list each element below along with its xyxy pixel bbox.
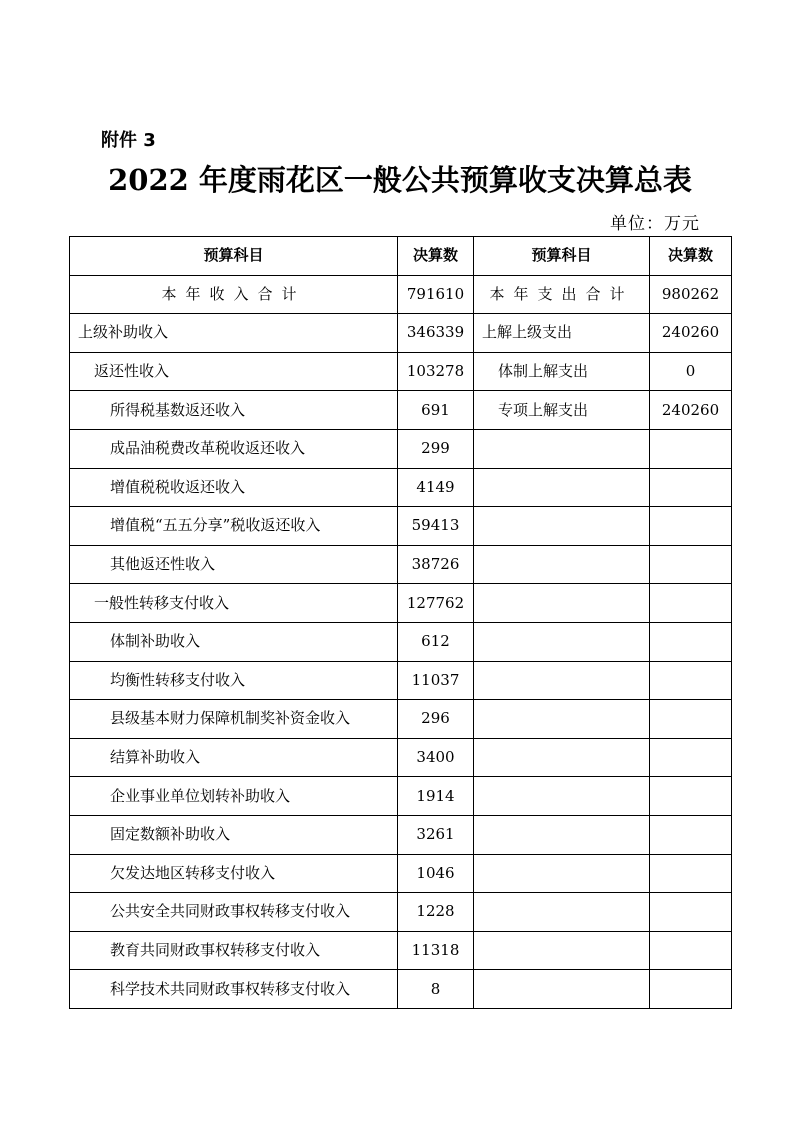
expense-item-label: [474, 468, 650, 507]
table-row: [70, 507, 732, 546]
expense-amount: [650, 738, 732, 777]
income-item-label: 企业事业单位划转补助收入: [70, 777, 398, 816]
income-amount: 296: [398, 700, 474, 739]
table-row: [70, 931, 732, 970]
expense-item-label: [474, 777, 650, 816]
income-item-label: 科学技术共同财政事权转移支付收入: [70, 970, 398, 1009]
expense-item-label: 上解上级支出: [474, 314, 650, 353]
expense-item-label: [474, 661, 650, 700]
expense-amount: 240260: [650, 391, 732, 430]
table-row: [70, 970, 732, 1009]
income-amount: 59413: [398, 507, 474, 546]
expense-item-label: [474, 622, 650, 661]
attachment-label: 附件 3: [101, 130, 156, 151]
income-item-label: 结算补助收入: [70, 738, 398, 777]
income-item-label: 体制补助收入: [70, 622, 398, 661]
income-item-label: 其他返还性收入: [70, 545, 398, 584]
expense-item-label: [474, 738, 650, 777]
expense-amount: [650, 622, 732, 661]
table-row: [70, 314, 732, 353]
income-amount: 3261: [398, 815, 474, 854]
expense-item-label: [474, 429, 650, 468]
column-header-income-item: 预算科目: [70, 237, 398, 276]
income-item-label: 一般性转移支付收入: [70, 584, 398, 623]
expense-item-label: [474, 970, 650, 1009]
expense-item-label: 本年支出合计: [474, 275, 650, 314]
expense-item-label: [474, 584, 650, 623]
expense-amount: [650, 700, 732, 739]
income-amount: 791610: [398, 275, 474, 314]
income-item-label: 返还性收入: [70, 352, 398, 391]
expense-amount: [650, 468, 732, 507]
table-header-row: [70, 237, 732, 276]
expense-item-label: 体制上解支出: [474, 352, 650, 391]
income-amount: 691: [398, 391, 474, 430]
income-amount: 4149: [398, 468, 474, 507]
income-amount: 38726: [398, 545, 474, 584]
table-row: [70, 700, 732, 739]
unit-label: 单位：万元: [610, 214, 700, 234]
income-amount: 127762: [398, 584, 474, 623]
income-amount: 8: [398, 970, 474, 1009]
expense-amount: [650, 815, 732, 854]
income-item-label: 固定数额补助收入: [70, 815, 398, 854]
income-amount: 11037: [398, 661, 474, 700]
expense-item-label: [474, 507, 650, 546]
table-row: [70, 545, 732, 584]
income-amount: 11318: [398, 931, 474, 970]
income-item-label: 本年收入合计: [70, 275, 398, 314]
expense-item-label: [474, 854, 650, 893]
income-amount: 3400: [398, 738, 474, 777]
expense-amount: [650, 777, 732, 816]
expense-amount: [650, 970, 732, 1009]
expense-amount: 980262: [650, 275, 732, 314]
expense-item-label: [474, 815, 650, 854]
column-header-expense-amount: 决算数: [650, 237, 732, 276]
expense-amount: [650, 507, 732, 546]
expense-item-label: [474, 893, 650, 932]
expense-item-label: [474, 931, 650, 970]
income-amount: 1228: [398, 893, 474, 932]
table-row: [70, 777, 732, 816]
budget-table: [69, 236, 732, 1009]
expense-item-label: 专项上解支出: [474, 391, 650, 430]
table-row: [70, 429, 732, 468]
table-row: [70, 815, 732, 854]
expense-amount: [650, 584, 732, 623]
table-row: [70, 391, 732, 430]
expense-amount: [650, 893, 732, 932]
income-item-label: 成品油税费改革税收返还收入: [70, 429, 398, 468]
expense-amount: 240260: [650, 314, 732, 353]
income-item-label: 增值税税收返还收入: [70, 468, 398, 507]
table-row: [70, 661, 732, 700]
income-item-label: 公共安全共同财政事权转移支付收入: [70, 893, 398, 932]
income-item-label: 县级基本财力保障机制奖补资金收入: [70, 700, 398, 739]
income-amount: 1046: [398, 854, 474, 893]
table-row: [70, 622, 732, 661]
expense-amount: [650, 545, 732, 584]
expense-item-label: [474, 545, 650, 584]
table-row: [70, 468, 732, 507]
income-amount: 1914: [398, 777, 474, 816]
income-item-label: 教育共同财政事权转移支付收入: [70, 931, 398, 970]
page-title: 2022 年度雨花区一般公共预算收支决算总表: [108, 163, 692, 197]
table-row: [70, 275, 732, 314]
income-item-label: 均衡性转移支付收入: [70, 661, 398, 700]
expense-amount: [650, 661, 732, 700]
income-amount: 299: [398, 429, 474, 468]
expense-amount: 0: [650, 352, 732, 391]
income-amount: 103278: [398, 352, 474, 391]
expense-item-label: [474, 700, 650, 739]
column-header-expense-item: 预算科目: [474, 237, 650, 276]
column-header-income-amount: 决算数: [398, 237, 474, 276]
expense-amount: [650, 854, 732, 893]
income-item-label: 欠发达地区转移支付收入: [70, 854, 398, 893]
income-amount: 612: [398, 622, 474, 661]
expense-amount: [650, 429, 732, 468]
expense-amount: [650, 931, 732, 970]
income-amount: 346339: [398, 314, 474, 353]
table-row: [70, 584, 732, 623]
table-row: [70, 738, 732, 777]
income-item-label: 所得税基数返还收入: [70, 391, 398, 430]
income-item-label: 上级补助收入: [70, 314, 398, 353]
table-row: [70, 893, 732, 932]
income-item-label: 增值税“五五分享”税收返还收入: [70, 507, 398, 546]
table-row: [70, 352, 732, 391]
table-row: [70, 854, 732, 893]
